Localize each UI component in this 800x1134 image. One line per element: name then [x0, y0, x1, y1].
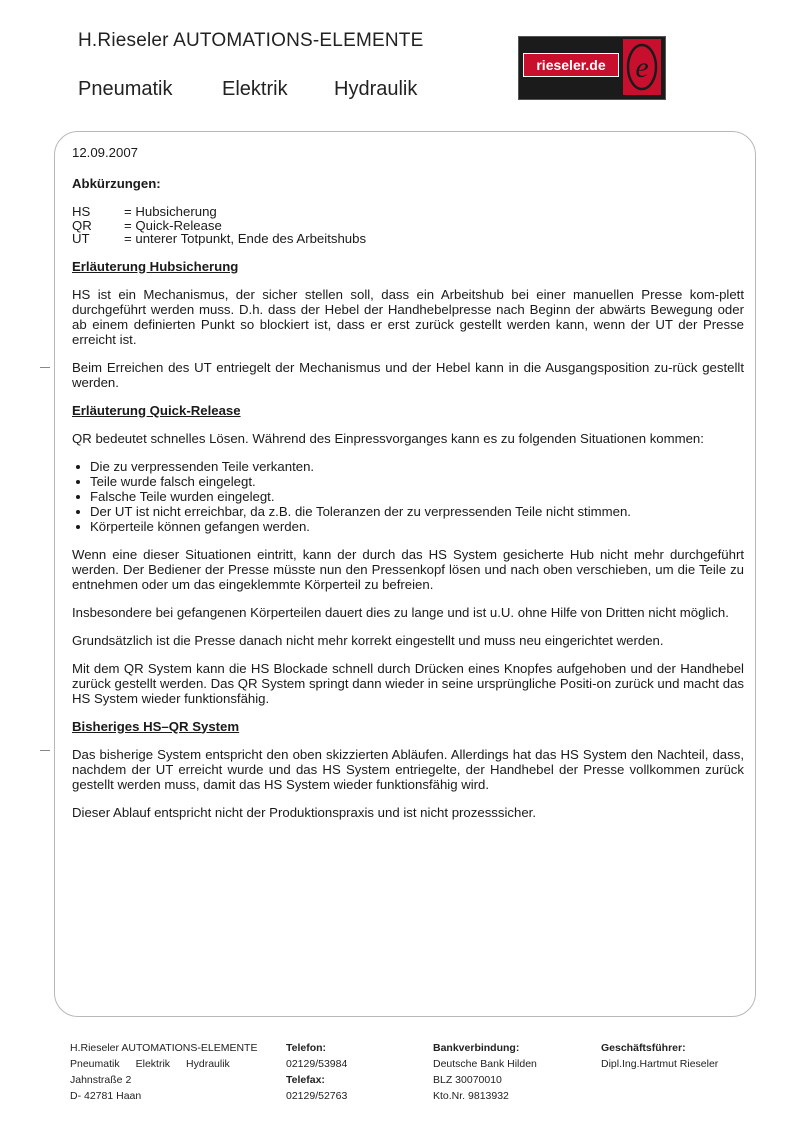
bank-label: Bankverbindung:: [433, 1042, 520, 1054]
footer-contact: [286, 1040, 347, 1104]
list-item: Körperteile können gefangen werden.: [90, 519, 744, 534]
fax-label: Telefax:: [286, 1074, 325, 1086]
paragraph: QR bedeutet schnelles Lösen. Während des Einpressvorganges kann es zu folgenden Situationen kommen:: [72, 430, 704, 446]
footer-bank: [433, 1040, 537, 1104]
abbreviations-heading: Abkürzungen:: [72, 176, 161, 191]
phone-number: 02129/53984: [286, 1058, 348, 1070]
list-item: Falsche Teile wurden eingelegt.: [90, 489, 744, 504]
division-hydraulik: Hydraulik: [334, 78, 418, 100]
logo-letter: e: [635, 51, 649, 84]
phone-label: Telefon:: [286, 1042, 327, 1054]
footer-division: Pneumatik: [70, 1058, 120, 1070]
logo-e-icon: [623, 39, 661, 95]
company-logo: [518, 36, 666, 100]
paragraph: Das bisherige System entspricht den oben skizzierten Abläufen. Allerdings hat das HS System den Nachteil, dass, nachdem der UT erreicht wurde und das HS System entriegelte, der Handhebel der Presse vollkommen zurück gestellt werden muss, damit das HS System wieder funktionsfähig wird.: [72, 746, 744, 792]
footer-city: D- 42781 Haan: [70, 1090, 142, 1102]
fax-number: 02129/52763: [286, 1090, 348, 1102]
section-title-quick-release: Erläuterung Quick-Release: [72, 402, 241, 418]
paragraph: HS ist ein Mechanismus, der sicher stellen soll, dass ein Arbeitshub bei einer manuellen Presse kom-plett durchgeführt werden muss. D.h. dass der Hebel der Handhebelpresse nach Beginn der abwärts Bewegung oder ab einem definierten Punkt so blockiert ist, dass er erst zurück gestellt werden kann, wenn der UT der Presse erreicht ist.: [72, 286, 744, 347]
section-title-hubsicherung: Erläuterung Hubsicherung: [72, 258, 239, 274]
paragraph: Beim Erreichen des UT entriegelt der Mechanismus und der Hebel kann in die Ausgangsposition zu-rück gestellt werden.: [72, 359, 744, 390]
footer-company-name: H.Rieseler AUTOMATIONS-ELEMENTE: [70, 1042, 258, 1054]
footer-management: [601, 1040, 718, 1072]
situation-list: [72, 459, 744, 534]
list-item: Der UT ist nicht erreichbar, da z.B. die Toleranzen der zu verpressenden Teile nicht stimmen.: [90, 504, 744, 519]
division-elektrik: Elektrik: [222, 78, 288, 100]
list-item: Teile wurde falsch eingelegt.: [90, 474, 744, 489]
paragraph: Wenn eine dieser Situationen eintritt, kann der durch das HS System gesicherte Hub nicht mehr durchgeführt werden. Der Bediener der Presse müsste nun den Pressenkopf lösen und nach oben verschieben, um die Teile zu entnehmen oder um das eingeklemmte Körperteil zu befreien.: [72, 546, 744, 592]
abbreviation-key: UT: [72, 231, 90, 246]
company-title: H.Rieseler AUTOMATIONS-ELEMENTE: [78, 30, 424, 51]
management-name: Dipl.Ing.Hartmut Rieseler: [601, 1058, 719, 1070]
footer-divisions: [70, 1056, 257, 1072]
abbreviation-list: [72, 205, 744, 246]
abbreviation-value: = Quick-Release: [124, 217, 222, 233]
paragraph: Grundsätzlich ist die Presse danach nicht mehr korrekt eingestellt und muss neu eingerichtet werden.: [72, 632, 664, 648]
abbreviation-row: [72, 205, 744, 219]
paragraph: Mit dem QR System kann die HS Blockade schnell durch Drücken eines Knopfes aufgehoben und der Handhebel zurück gestellt werden. Das QR System springt dann wieder in seine ursprüngliche Positi-on zurück und macht das HS System wieder funktionsfähig.: [72, 660, 744, 706]
abbreviation-row: [72, 232, 744, 246]
document-body: [72, 140, 744, 820]
bank-account: Kto.Nr. 9813932: [433, 1090, 509, 1102]
margin-mark: [40, 367, 50, 368]
abbreviation-key: QR: [72, 217, 92, 233]
abbreviation-value: = unterer Totpunkt, Ende des Arbeitshubs: [124, 231, 367, 246]
bank-blz: BLZ 30070010: [433, 1074, 502, 1086]
paragraph: Dieser Ablauf entspricht nicht der Produktionspraxis und ist nicht prozesssicher.: [72, 804, 536, 820]
bank-name: Deutsche Bank Hilden: [433, 1058, 537, 1070]
abbreviation-row: [72, 219, 744, 233]
section-title-bisheriges-system: Bisheriges HS–QR System: [72, 718, 240, 734]
list-item: Die zu verpressenden Teile verkanten.: [90, 459, 744, 474]
footer-division: Elektrik: [135, 1058, 171, 1070]
margin-mark: [40, 750, 50, 751]
abbreviation-value: = Hubsicherung: [124, 204, 217, 219]
abbreviation-key: HS: [72, 204, 91, 219]
document-date: 12.09.2007: [72, 145, 139, 160]
footer-company: [70, 1040, 257, 1104]
management-label: Geschäftsführer:: [601, 1042, 686, 1054]
division-pneumatik: Pneumatik: [78, 78, 173, 100]
paragraph: Insbesondere bei gefangenen Körperteilen dauert dies zu lange und ist u.U. ohne Hilfe von Dritten nicht möglich.: [72, 604, 729, 620]
footer-street: Jahnstraße 2: [70, 1074, 132, 1086]
footer-division: Hydraulik: [186, 1058, 230, 1070]
logo-text: rieseler.de: [523, 53, 619, 77]
